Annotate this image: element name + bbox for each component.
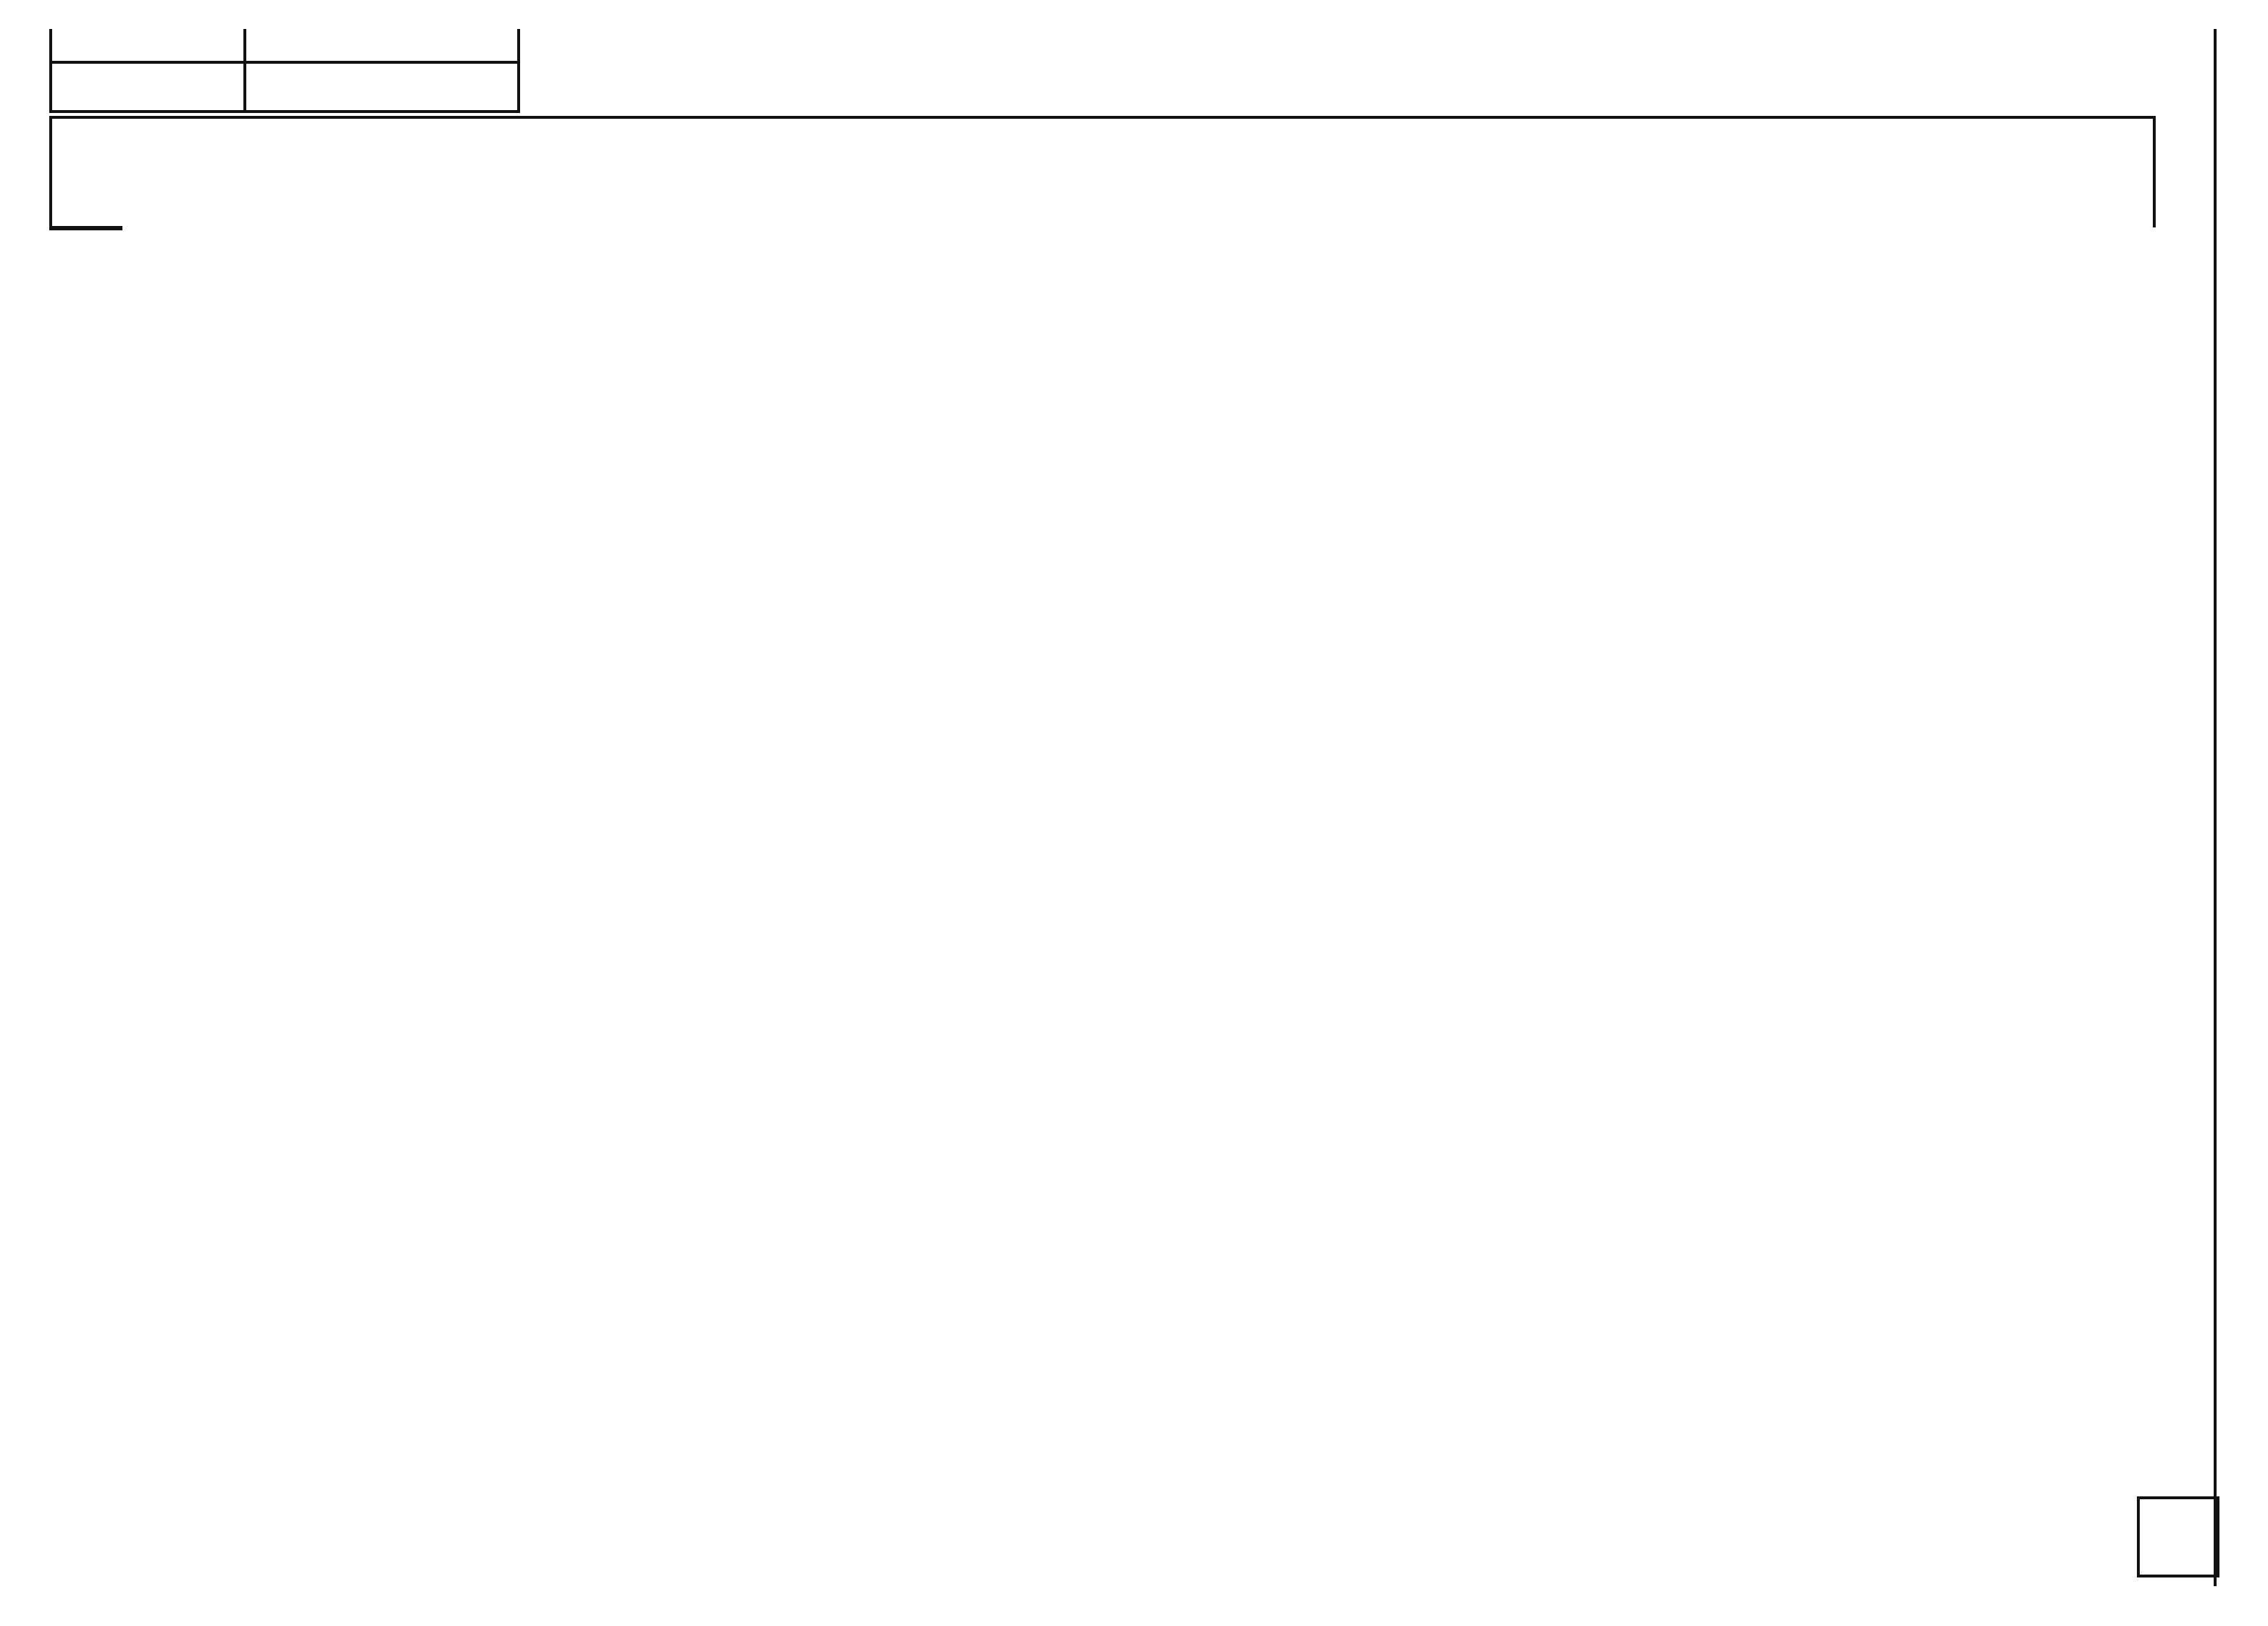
stamp-cell-signature bbox=[246, 29, 514, 61]
table-title-box bbox=[49, 116, 2156, 227]
page-number-box bbox=[2137, 1496, 2219, 1577]
specification-table bbox=[49, 226, 2153, 230]
right-frame-line bbox=[2214, 29, 2217, 1586]
header-row-main bbox=[51, 227, 2154, 230]
slab-length-header bbox=[51, 227, 122, 230]
stamp-cell-inventory bbox=[52, 29, 246, 61]
stamp-header-row bbox=[52, 29, 517, 64]
stamp-divider bbox=[243, 61, 246, 110]
title-stamp bbox=[49, 29, 520, 113]
